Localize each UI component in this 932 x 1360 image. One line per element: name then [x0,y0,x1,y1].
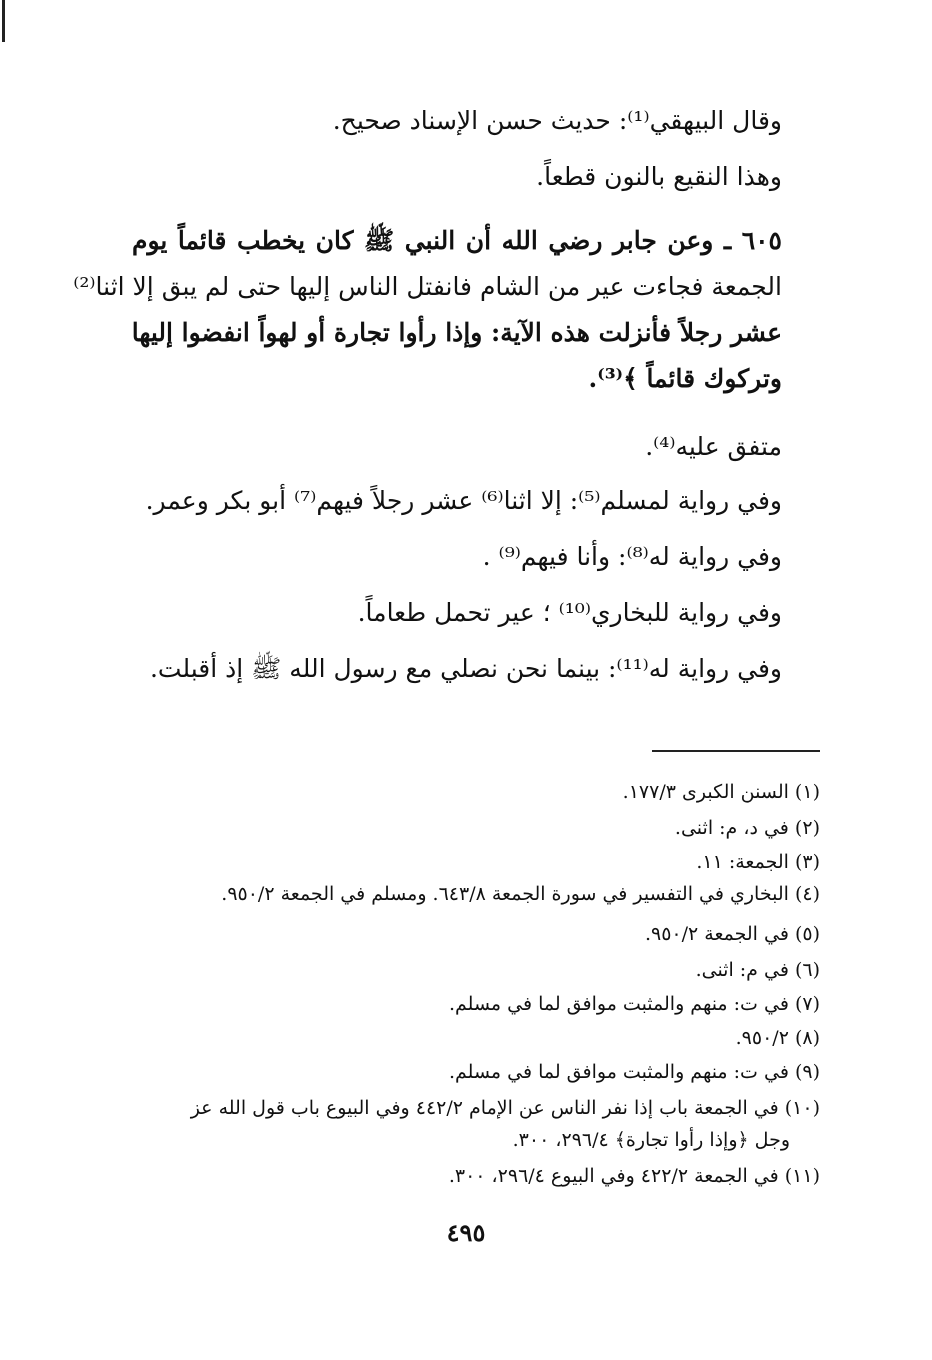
footnote: (٧) في ت: منهم والمثبت موافق لما في مسلم. [448,993,820,1015]
scan-edge-mark [2,0,5,42]
body-line: وفي رواية له⁽¹¹⁾: بينما نحن نصلي مع رسول الله ﷺ إذ أقبلت. [149,654,782,683]
body-line: متفق عليه⁽⁴⁾. [645,432,782,461]
footnote: (٥) في الجمعة ٩٥٠/٢. [644,923,820,945]
footnote-continuation: وجل ﴿وإذا رأوا تجارة﴾ ٢٩٦/٤، ٣٠٠. [512,1129,790,1151]
hadith-line: عشر رجلاً فأنزلت هذه الآية: وإذا رأوا تجارة أو لهواً انفضوا إليها [131,318,782,347]
hadith-line: وتركوك قائماً ﴾⁽³⁾. [588,364,782,393]
footnote: (٨) ٩٥٠/٢. [735,1027,820,1049]
footnote: (٤) البخاري في التفسير في سورة الجمعة ٦٤٣/٨. ومسلم في الجمعة ٩٥٠/٢. [221,883,820,905]
footnote: (٦) في م: اثنى. [695,959,820,981]
footnote: (١٠) في الجمعة باب إذا نفر الناس عن الإمام ٤٤٢/٢ وفي البيوع باب قول الله عز [190,1097,820,1119]
footnote: (١) السنن الكبرى ١٧٧/٣. [622,781,820,803]
body-line: وفي رواية له⁽⁸⁾: وأنا فيهم⁽⁹⁾ . [482,542,782,571]
hadith-line: ٦٠٥ ـ وعن جابر رضي الله أن النبي ﷺ كان يخطب قائماً يوم [132,226,782,255]
footnote: (١١) في الجمعة ٤٢٢/٢ وفي البيوع ٢٩٦/٤، ٣٠٠. [448,1165,820,1187]
body-line: وفي رواية للبخاري⁽¹⁰⁾ ؛ عير تحمل طعاماً. [357,598,782,627]
body-line: وهذا النقيع بالنون قطعاً. [536,162,782,191]
body-line: وفي رواية لمسلم⁽⁵⁾: إلا اثنا⁽⁶⁾ عشر رجلاً فيهم⁽⁷⁾ أبو بكر وعمر. [145,486,782,515]
footnote: (٣) الجمعة: ١١. [696,851,820,873]
body-line: وقال البيهقي⁽¹⁾: حديث حسن الإسناد صحيح. [332,106,782,135]
hadith-line: الجمعة فجاءت عير من الشام فانفتل الناس إليها حتى لم يبق إلا اثنا⁽²⁾ [73,272,782,301]
page-number: ٤٩٥ [446,1218,486,1247]
footnote-separator [652,750,820,752]
footnote: (٩) في ت: منهم والمثبت موافق لما في مسلم. [448,1061,820,1083]
footnote: (٢) في د، م: اثنى. [674,817,820,839]
